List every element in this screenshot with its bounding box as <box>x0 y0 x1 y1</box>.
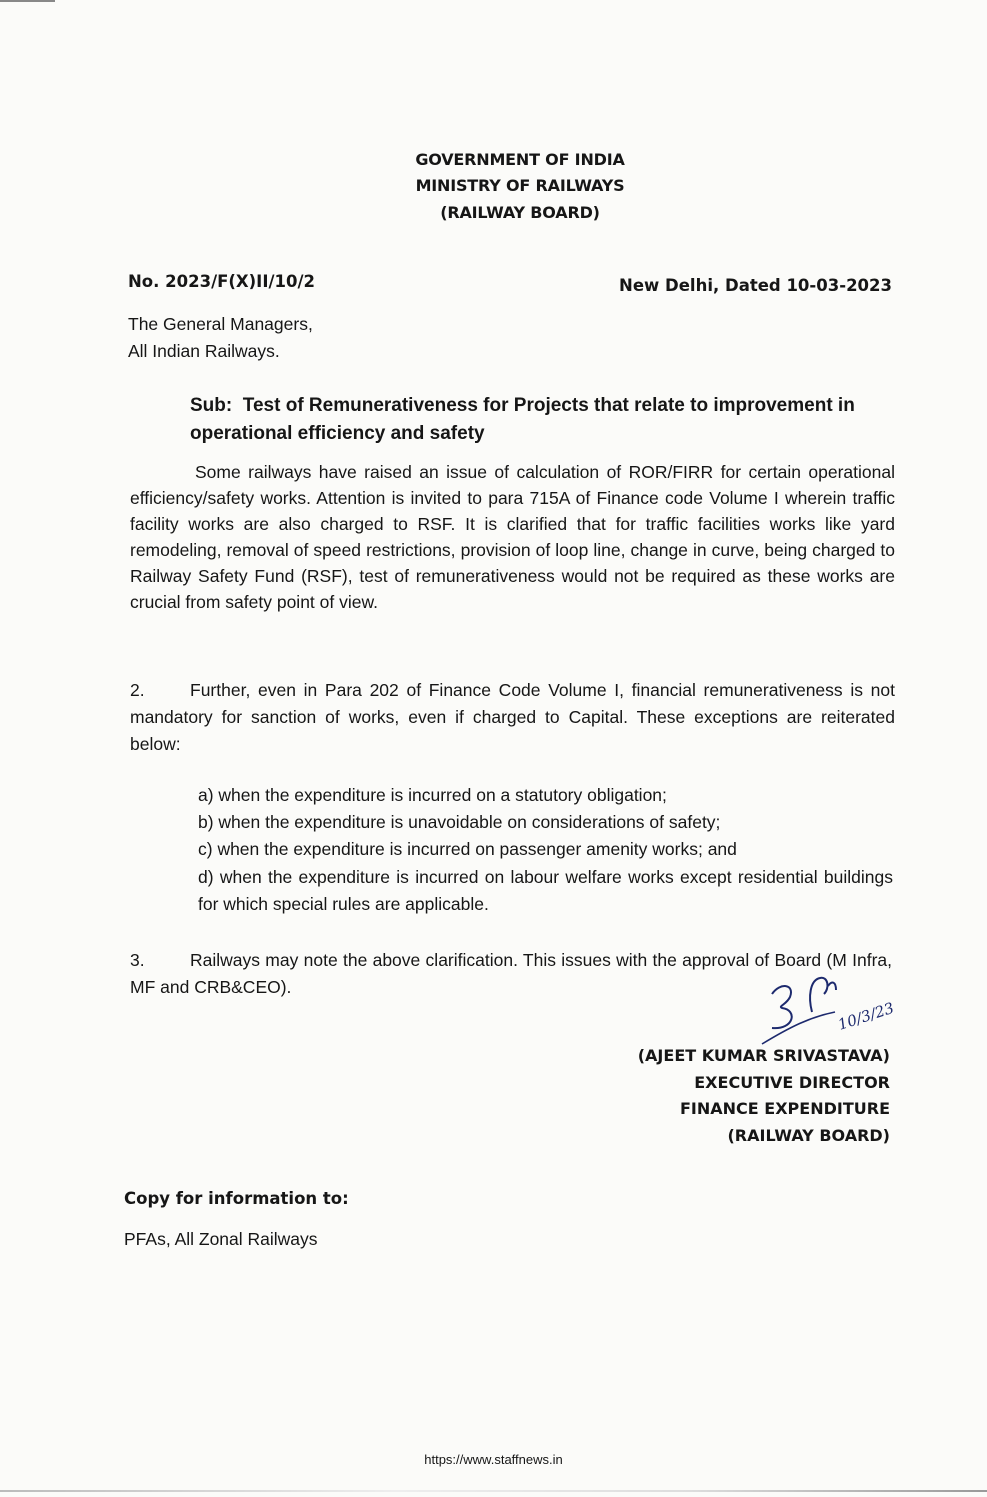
reference-number: No. 2023/F(X)II/10/2 <box>128 272 315 291</box>
exception-item-b: b) when the expenditure is unavoidable on considerations of safety; <box>198 812 721 832</box>
signatory-name: (AJEET KUMAR SRIVASTAVA) <box>637 1046 890 1065</box>
handwritten-signature <box>750 972 910 1052</box>
handwritten-date: 10/3/23 <box>835 998 897 1034</box>
subject <box>190 392 905 448</box>
signatory-office: (RAILWAY BOARD) <box>727 1125 890 1145</box>
subject-text: Test of Remunerativeness for Projects that relate to improvement in operational efficiency and safety <box>190 395 855 444</box>
header-ministry: MINISTRY OF RAILWAYS <box>415 176 625 195</box>
place-date: New Delhi, Dated 10-03-2023 <box>619 276 892 295</box>
scan-edge-mark <box>0 0 55 2</box>
scan-bottom-edge <box>0 1490 987 1492</box>
addressee-line2: All Indian Railways. <box>128 341 280 361</box>
copy-heading: Copy for information to: <box>124 1189 349 1208</box>
subject-label: Sub: <box>190 395 233 416</box>
header-board: (RAILWAY BOARD) <box>440 203 600 222</box>
signatory-designation: EXECUTIVE DIRECTOR <box>694 1072 890 1092</box>
signatory-department: FINANCE EXPENDITURE <box>680 1099 890 1118</box>
header-government: GOVERNMENT OF INDIA <box>415 150 625 169</box>
exception-item-a: a) when the expenditure is incurred on a statutory obligation; <box>198 785 667 805</box>
paragraph-3: Railways may note the above clarification. This issues with the approval of Board (M Infra, MF and CRB&CEO). <box>130 950 892 997</box>
exception-item-d: d) when the expenditure is incurred on labour welfare works except residential buildings for which special rules are applicable. <box>198 867 893 914</box>
paragraph-1: Some railways have raised an issue of calculation of ROR/FIRR for certain operational efficiency/safety works. Attention is invited to para 715A of Finance code Volume I wherein traffic facility works are also charged to RSF. It is clarified that for traffic facilities works like yard remodeling, removal of speed restrictions, provision of loop line, change in curve, being charged to Railway Safety Fund (RSF), test of remunerativeness would not be required as these works are crucial from safety point of view. <box>130 462 895 612</box>
footer-url[interactable]: https://www.staffnews.in <box>424 1452 563 1467</box>
exceptions-list <box>198 782 893 918</box>
signatory-block <box>638 1043 890 1149</box>
paragraph-3-number: 3. <box>130 950 145 970</box>
paragraph-2-number: 2. <box>130 680 145 700</box>
addressee-line1: The General Managers, <box>128 314 313 334</box>
paragraph-2: Further, even in Para 202 of Finance Code Volume I, financial remunerativeness is not mandatory for sanction of works, even if charged to Capital. These exceptions are reiterated below: <box>130 680 895 754</box>
copy-recipients: PFAs, All Zonal Railways <box>124 1229 318 1249</box>
exception-item-c: c) when the expenditure is incurred on passenger amenity works; and <box>198 839 737 859</box>
